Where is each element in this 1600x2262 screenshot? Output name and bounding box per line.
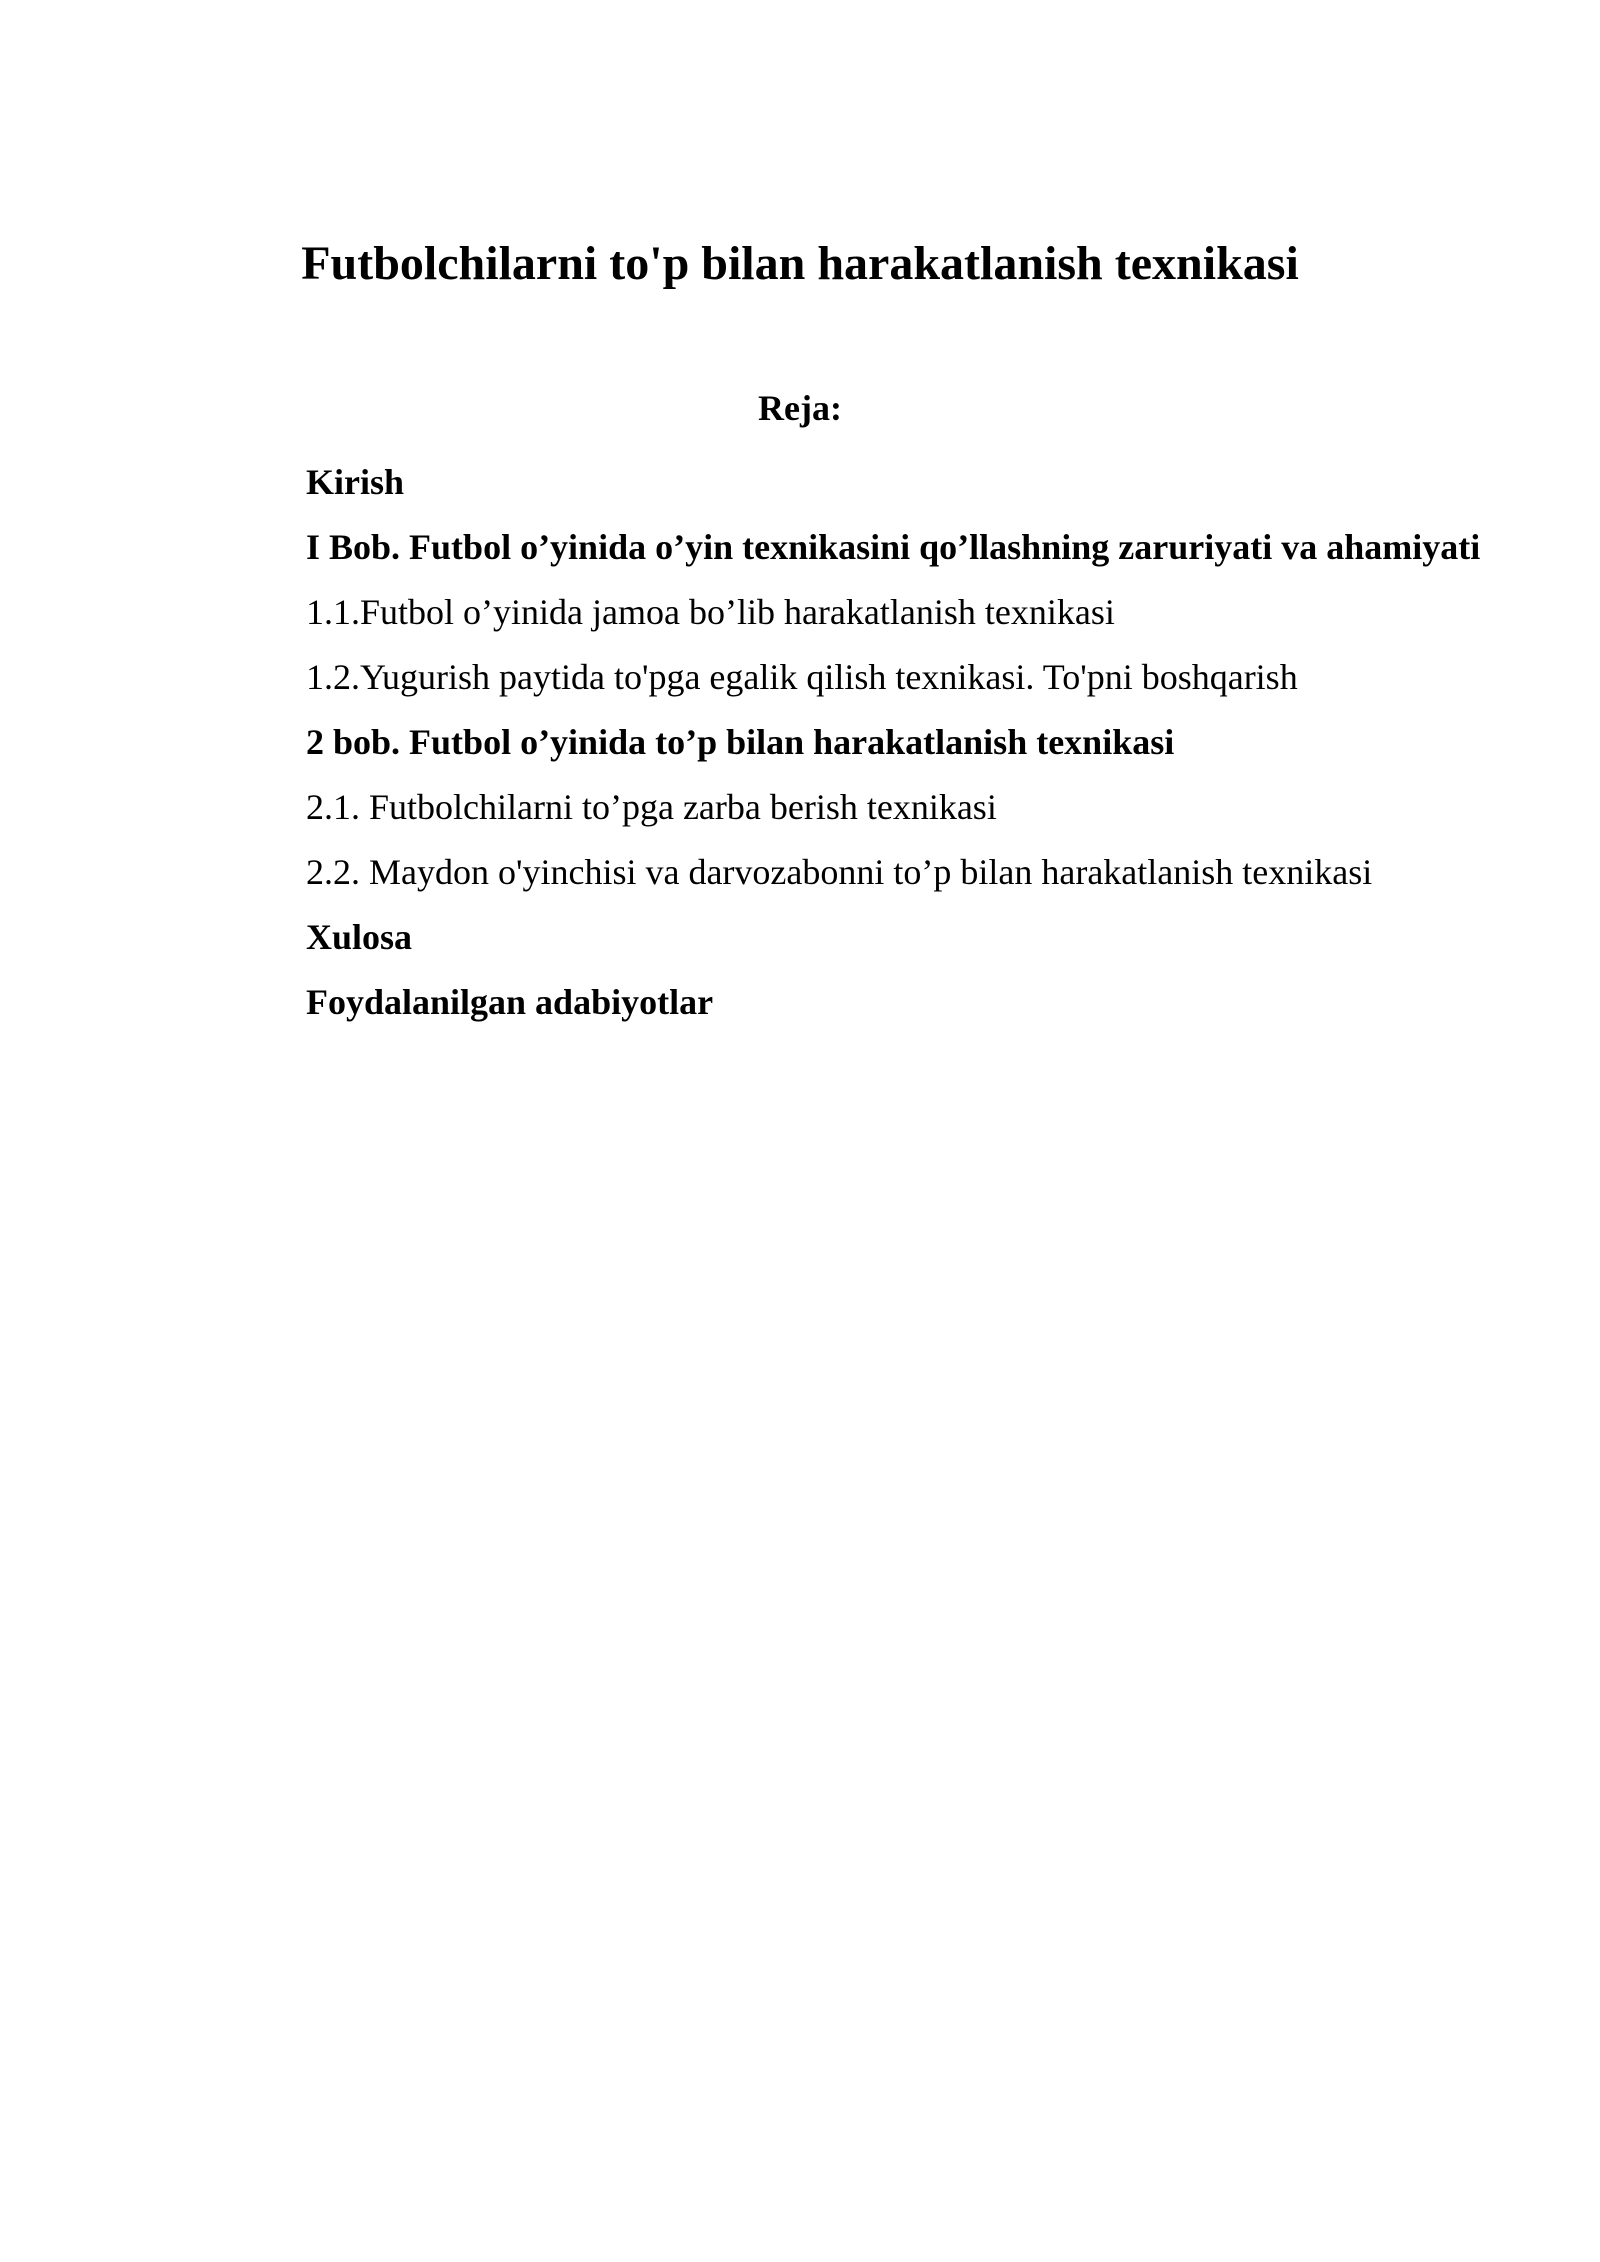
toc-item-references: Foydalanilgan adabiyotlar <box>306 982 714 1022</box>
document-title: Futbolchilarni to'p bilan harakatlanish texnikasi <box>301 237 1299 290</box>
table-of-contents <box>306 450 1490 1035</box>
toc-item-conclusion: Xulosa <box>306 917 413 957</box>
toc-item-chapter-1: I Bob. Futbol o’yinida o’yin texnikasini qo’llashning zaruriyati va ahamiyati <box>306 527 1481 567</box>
plan-heading: Reja: <box>758 388 842 428</box>
toc-item-introduction: Kirish <box>306 462 405 502</box>
toc-item-section-1-1: 1.1.Futbol o’yinida jamoa bo’lib harakatlanish texnikasi <box>306 592 1115 632</box>
toc-item-section-2-1: 2.1. Futbolchilarni to’pga zarba berish texnikasi <box>306 787 997 827</box>
toc-item-section-2-2: 2.2. Maydon o'yinchisi va darvozabonni to’p bilan harakatlanish texnikasi <box>306 852 1373 892</box>
toc-item-section-1-2: 1.2.Yugurish paytida to'pga egalik qilish texnikasi. To'pni boshqarish <box>306 657 1298 697</box>
toc-item-chapter-2: 2 bob. Futbol o’yinida to’p bilan harakatlanish texnikasi <box>306 722 1175 762</box>
